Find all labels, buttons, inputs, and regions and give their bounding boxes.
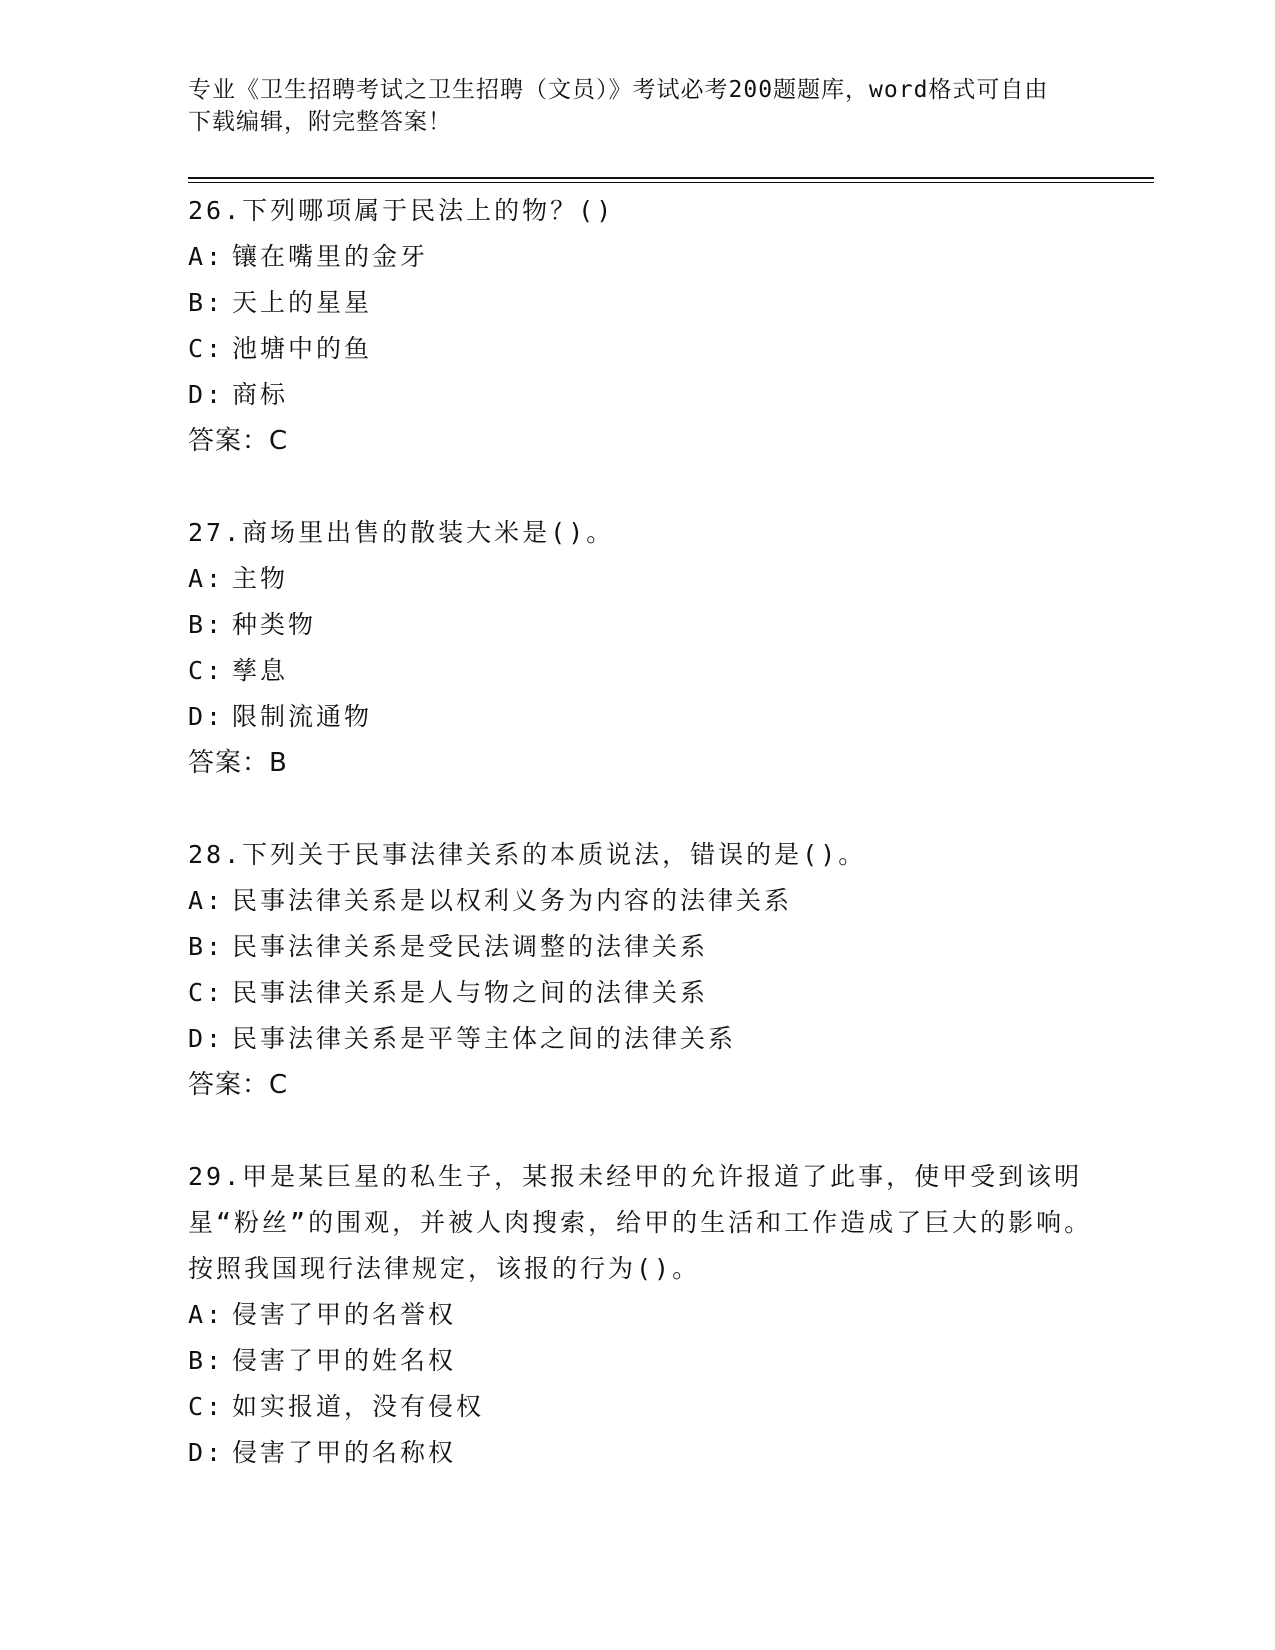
document-header: 专业《卫生招聘考试之卫生招聘（文员）》考试必考200题题库，word格式可自由下载编辑，附完整答案！ <box>188 77 1049 135</box>
option-key: A: <box>188 1300 225 1329</box>
option-c <box>188 326 1118 372</box>
option-b <box>188 924 1118 970</box>
option-text: 民事法律关系是平等主体之间的法律关系 <box>232 1024 737 1053</box>
question-stem: 甲是某巨星的私生子，某报未经甲的允许报道了此事，使甲受到该明星“粉丝”的围观，并被人肉搜索，给甲的生活和工作造成了巨大的影响。按照我国现行法律规定，该报的行为()。 <box>188 1162 1093 1283</box>
option-b <box>188 1338 1118 1384</box>
question-stem: 商场里出售的散装大米是()。 <box>242 518 615 547</box>
option-text: 种类物 <box>232 610 317 639</box>
question-text <box>188 832 1118 878</box>
option-c <box>188 1384 1118 1430</box>
option-key: C: <box>188 978 225 1007</box>
option-key: B: <box>188 1346 225 1375</box>
option-key: D: <box>188 1024 225 1053</box>
question-number: 29. <box>188 1162 243 1191</box>
question-number: 28. <box>188 840 243 869</box>
option-key: D: <box>188 1438 225 1467</box>
option-text: 侵害了甲的名称权 <box>232 1438 457 1467</box>
option-c <box>188 970 1118 1016</box>
question-29 <box>188 1154 1118 1476</box>
question-number: 26. <box>188 196 243 225</box>
option-key: C: <box>188 334 225 363</box>
option-key: B: <box>188 288 225 317</box>
option-d <box>188 694 1118 740</box>
question-list <box>188 188 1118 1522</box>
question-27 <box>188 510 1118 786</box>
option-text: 池塘中的鱼 <box>232 334 373 363</box>
option-d <box>188 1016 1118 1062</box>
option-text: 如实报道，没有侵权 <box>232 1392 485 1421</box>
option-a <box>188 556 1118 602</box>
option-text: 主物 <box>232 564 289 593</box>
option-d <box>188 372 1118 418</box>
option-b <box>188 280 1118 326</box>
option-key: D: <box>188 702 225 731</box>
option-text: 天上的星星 <box>232 288 373 317</box>
option-text: 孳息 <box>232 656 289 685</box>
option-text: 商标 <box>232 380 289 409</box>
option-text: 镶在嘴里的金牙 <box>232 242 429 271</box>
answer-line: 答案：B <box>188 748 288 778</box>
option-key: C: <box>188 1392 225 1421</box>
option-text: 民事法律关系是以权利义务为内容的法律关系 <box>232 886 793 915</box>
option-key: B: <box>188 932 225 961</box>
option-text: 限制流通物 <box>232 702 373 731</box>
option-key: C: <box>188 656 225 685</box>
question-26 <box>188 188 1118 464</box>
option-d <box>188 1430 1118 1476</box>
question-text <box>188 188 1118 234</box>
answer-line: 答案：C <box>188 1070 289 1100</box>
option-key: D: <box>188 380 225 409</box>
question-28 <box>188 832 1118 1108</box>
option-text: 民事法律关系是人与物之间的法律关系 <box>232 978 709 1007</box>
option-text: 侵害了甲的姓名权 <box>232 1346 457 1375</box>
option-key: A: <box>188 242 225 271</box>
option-key: A: <box>188 564 225 593</box>
option-a <box>188 234 1118 280</box>
header-divider-thin <box>188 182 1154 183</box>
option-text: 民事法律关系是受民法调整的法律关系 <box>232 932 709 961</box>
header-divider-thick <box>188 177 1154 179</box>
question-number: 27. <box>188 518 243 547</box>
option-a <box>188 1292 1118 1338</box>
question-stem: 下列关于民事法律关系的本质说法，错误的是()。 <box>242 840 867 869</box>
option-text: 侵害了甲的名誉权 <box>232 1300 457 1329</box>
question-text <box>188 510 1118 556</box>
question-text <box>188 1154 1118 1292</box>
option-a <box>188 878 1118 924</box>
answer-line: 答案：C <box>188 426 289 456</box>
question-stem: 下列哪项属于民法上的物？() <box>242 196 615 225</box>
option-b <box>188 602 1118 648</box>
option-key: B: <box>188 610 225 639</box>
option-c <box>188 648 1118 694</box>
option-key: A: <box>188 886 225 915</box>
